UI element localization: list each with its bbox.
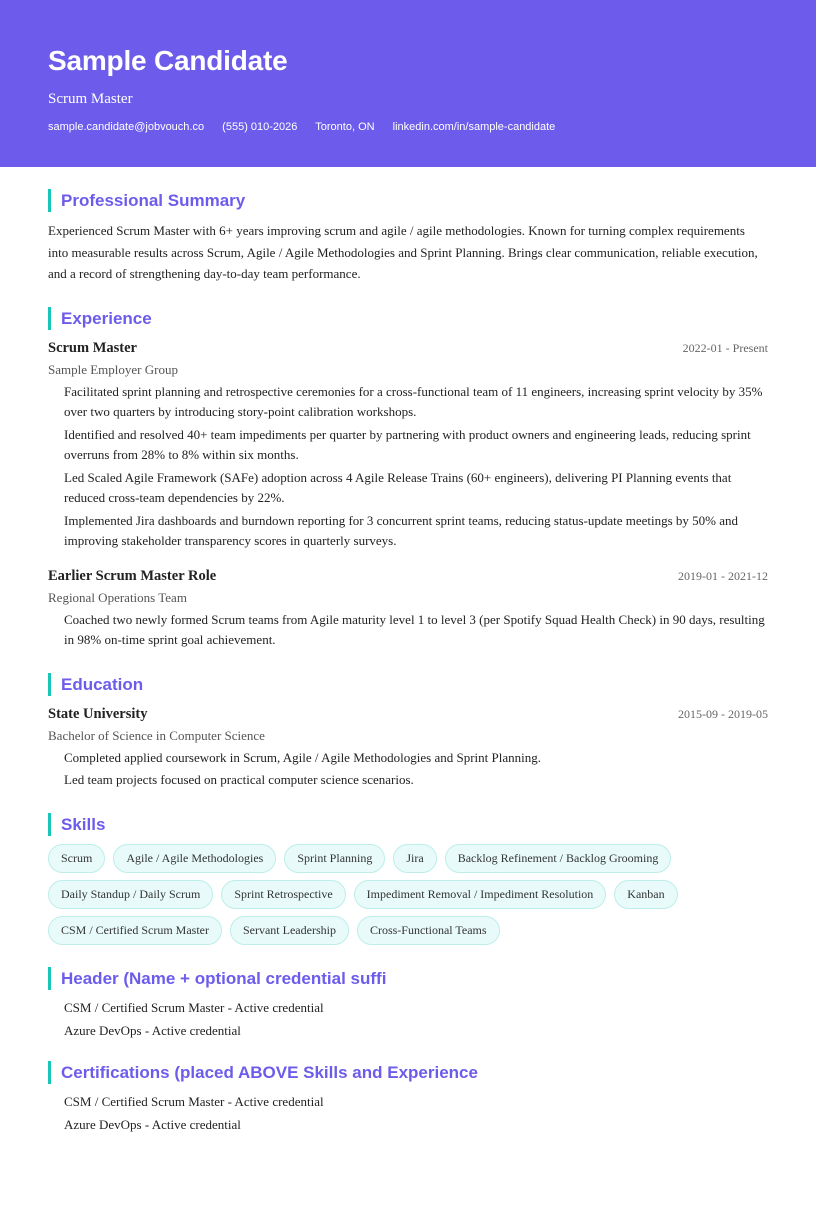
resume-header: [0, 0, 816, 167]
certification-item: CSM / Certified Scrum Master - Active credential: [64, 1094, 324, 1109]
certification-list: [48, 1092, 768, 1136]
job-entry: [48, 338, 768, 552]
contact-location: Toronto, ON: [315, 121, 375, 133]
resume-body: [0, 167, 816, 1136]
job-bullets: [48, 610, 768, 651]
education-entry: [48, 704, 768, 791]
job-org: Regional Operations Team: [48, 589, 187, 605]
section-title: Certifications (placed ABOVE Skills and Experience: [48, 1061, 768, 1084]
job-bullets: [48, 382, 768, 552]
job-bullet: Implemented Jira dashboards and burndown reporting for 3 concurrent sprint teams, reducing status-update meetings by 50% and improving stakeholder transparency scores in quarterly surveys.: [64, 512, 739, 548]
skills-list: [48, 844, 768, 945]
candidate-name: Sample Candidate: [48, 45, 288, 76]
job-head: [48, 338, 768, 358]
skill-chip: Agile / Agile Methodologies: [113, 844, 276, 873]
job-bullet: Identified and resolved 40+ team impediments per quarter by partnering with product owners and engineering leads, reducing sprint overruns from 28% to 8% within six months.: [64, 426, 751, 462]
credential-item: Azure DevOps - Active credential: [64, 1022, 241, 1038]
education-bullet: Completed applied coursework in Scrum, Agile / Agile Methodologies and Sprint Planning.: [64, 749, 541, 765]
education-bullets: [48, 748, 768, 791]
school-name: State University: [48, 705, 148, 722]
section-title: Skills: [48, 813, 768, 836]
section-title: Education: [48, 673, 768, 696]
summary-section: [48, 189, 768, 285]
job-org: Sample Employer Group: [48, 361, 178, 377]
skill-chip: Sprint Planning: [284, 844, 385, 873]
candidate-role: Scrum Master: [48, 91, 133, 107]
job-title: Earlier Scrum Master Role: [48, 567, 217, 584]
skill-chip: Daily Standup / Daily Scrum: [48, 880, 213, 909]
section-title: Experience: [48, 307, 768, 330]
skill-chip: Jira: [393, 844, 436, 873]
job-head: [48, 566, 768, 586]
skill-chip: Impediment Removal / Impediment Resolution: [354, 880, 607, 909]
education-head: [48, 704, 768, 724]
skill-chip: Cross-Functional Teams: [357, 916, 500, 945]
job-bullet: Led Scaled Agile Framework (SAFe) adoption across 4 Agile Release Trains (60+ engineers), delivering PI Planning events that reduced cross-team dependencies by 22%.: [64, 469, 732, 505]
skill-chip: Backlog Refinement / Backlog Grooming: [445, 844, 672, 873]
skills-section: [48, 813, 768, 945]
certifications-section: [48, 1061, 768, 1136]
certification-item: Azure DevOps - Active credential: [64, 1117, 241, 1132]
job-entry: [48, 566, 768, 651]
credential-list: [48, 998, 768, 1042]
contact-phone[interactable]: (555) 010-2026: [222, 121, 298, 133]
education-section: [48, 673, 768, 791]
job-dates: 2019-01 - 2021-12: [678, 568, 768, 583]
skill-chip: Sprint Retrospective: [221, 880, 345, 909]
contact-line: [48, 120, 768, 134]
credential-header-section: [48, 967, 768, 1042]
credential-item: CSM / Certified Scrum Master - Active credential: [64, 999, 324, 1015]
experience-section: [48, 307, 768, 651]
summary-text: Experienced Scrum Master with 6+ years improving scrum and agile / agile methodologies. Known for turning complex requirements into measurable results across Scrum, Agile / Agile Methodologies and Sprint Planning. Brings clear communication, reliable execution, and a record of strengthening day-to-day team performance.: [48, 223, 758, 281]
contact-email[interactable]: sample.candidate@jobvouch.co: [48, 121, 205, 133]
contact-linkedin[interactable]: linkedin.com/in/sample-candidate: [392, 121, 556, 133]
education-bullet: Led team projects focused on practical computer science scenarios.: [64, 772, 414, 787]
section-title: Header (Name + optional credential suffi: [48, 967, 768, 990]
education-dates: 2015-09 - 2019-05: [678, 706, 768, 721]
skill-chip: Servant Leadership: [230, 916, 349, 945]
degree: Bachelor of Science in Computer Science: [48, 727, 265, 743]
skill-chip: CSM / Certified Scrum Master: [48, 916, 222, 945]
job-dates: 2022-01 - Present: [682, 340, 768, 355]
job-bullet: Coached two newly formed Scrum teams from Agile maturity level 1 to level 3 (per Spotify Squad Health Check) in 90 days, resulting in 98% on-time sprint goal achievement.: [64, 611, 765, 647]
skill-chip: Scrum: [48, 844, 105, 873]
skill-chip: Kanban: [614, 880, 677, 909]
section-title: Professional Summary: [48, 189, 768, 212]
job-bullet: Facilitated sprint planning and retrospective ceremonies for a cross-functional team of 11 engineers, increasing sprint velocity by 35% over two quarters by introducing story-point calibration workshops.: [64, 383, 763, 419]
job-title: Scrum Master: [48, 339, 137, 356]
